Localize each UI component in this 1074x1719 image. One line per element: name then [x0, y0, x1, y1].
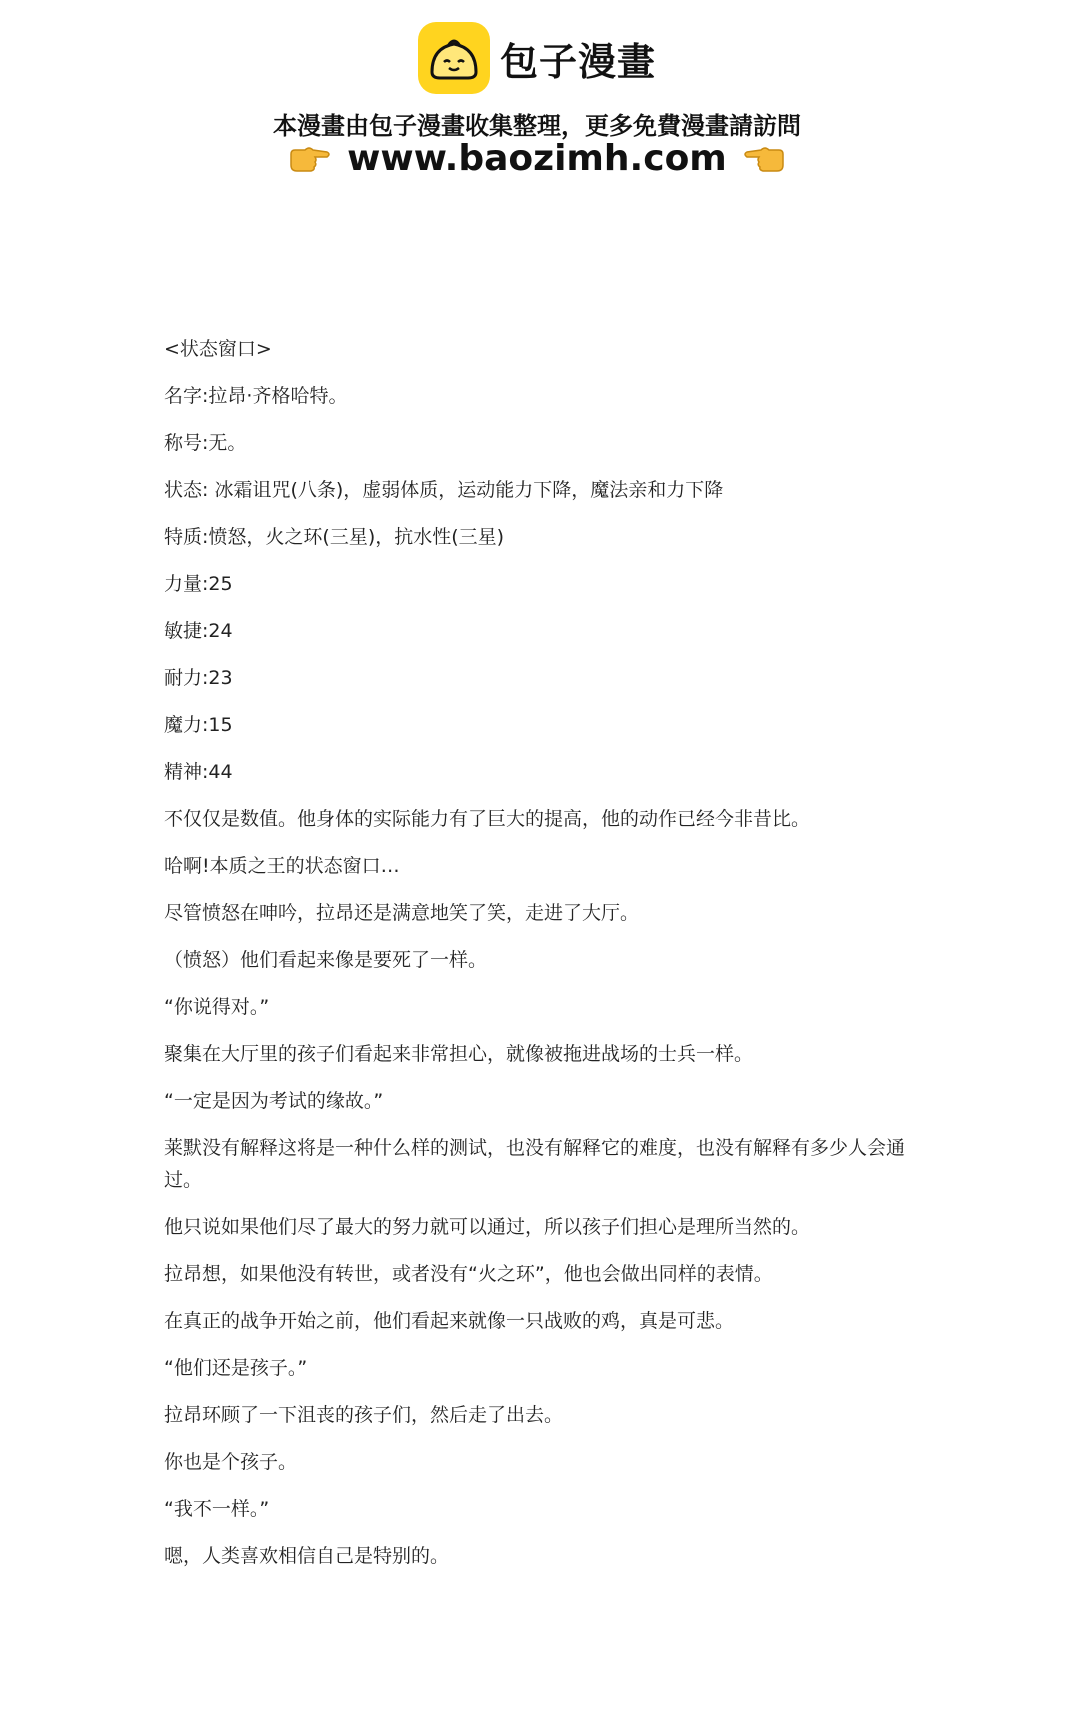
paragraph: 精神:44: [164, 761, 233, 783]
status-window-title: <状态窗口>: [164, 338, 272, 360]
paragraph: “他们还是孩子。”: [164, 1357, 308, 1379]
url-row[interactable]: [0, 138, 1074, 179]
paragraph: 嗯，人类喜欢相信自己是特别的。: [164, 1545, 450, 1567]
paragraph: 特质:愤怒，火之环(三星)，抗水性(三星): [164, 526, 505, 548]
paragraph: 在真正的战争开始之前，他们看起来就像一只战败的鸡，真是可悲。: [164, 1310, 735, 1332]
paragraph: “我不一样。”: [164, 1498, 270, 1520]
paragraph: 你也是个孩子。: [164, 1451, 298, 1473]
paragraph: 状态: 冰霜诅咒(八条)，虚弱体质，运动能力下降，魔法亲和力下降: [164, 479, 724, 501]
bun-face-icon: [418, 22, 490, 94]
paragraph: 敏捷:24: [164, 620, 233, 642]
paragraph: 力量:25: [164, 573, 233, 595]
paragraph: 聚集在大厅里的孩子们看起来非常担心，就像被拖进战场的士兵一样。: [164, 1043, 754, 1065]
paragraph: 不仅仅是数值。他身体的实际能力有了巨大的提高，他的动作已经今非昔比。: [164, 808, 811, 830]
paragraph: 尽管愤怒在呻吟，拉昂还是满意地笑了笑，走进了大厅。: [164, 902, 640, 924]
story-text: [164, 333, 924, 1587]
paragraph: 他只说如果他们尽了最大的努力就可以通过，所以孩子们担心是理所当然的。: [164, 1216, 811, 1238]
paragraph: 名字:拉昂·齐格哈特。: [164, 385, 348, 407]
paragraph: “一定是因为考试的缘故。”: [164, 1090, 384, 1112]
paragraph: 耐力:23: [164, 667, 233, 689]
paragraph: 拉昂想，如果他没有转世，或者没有“火之环”，他也会做出同样的表情。: [164, 1263, 773, 1285]
paragraph: 哈啊!本质之王的状态窗口…: [164, 855, 400, 877]
paragraph: （愤怒）他们看起来像是要死了一样。: [164, 949, 488, 971]
pointing-left-hand-icon: [743, 144, 787, 174]
paragraph: 莱默没有解释这将是一种什么样的测试，也没有解释它的难度，也没有解释有多少人会通过。: [164, 1137, 906, 1191]
site-url-link[interactable]: www.baozimh.com: [347, 138, 727, 179]
paragraph: 称号:无。: [164, 432, 247, 454]
notice-text: 本漫畫由包子漫畫收集整理，更多免費漫畫請訪問: [273, 112, 801, 140]
logo-row[interactable]: [0, 22, 1074, 94]
paragraph: “你说得对。”: [164, 996, 270, 1018]
pointing-right-hand-icon: [287, 144, 331, 174]
paragraph: 魔力:15: [164, 714, 233, 736]
logo-text: 包子漫畫: [499, 39, 656, 84]
site-header: [0, 0, 1074, 190]
paragraph: 拉昂环顾了一下沮丧的孩子们，然后走了出去。: [164, 1404, 564, 1426]
